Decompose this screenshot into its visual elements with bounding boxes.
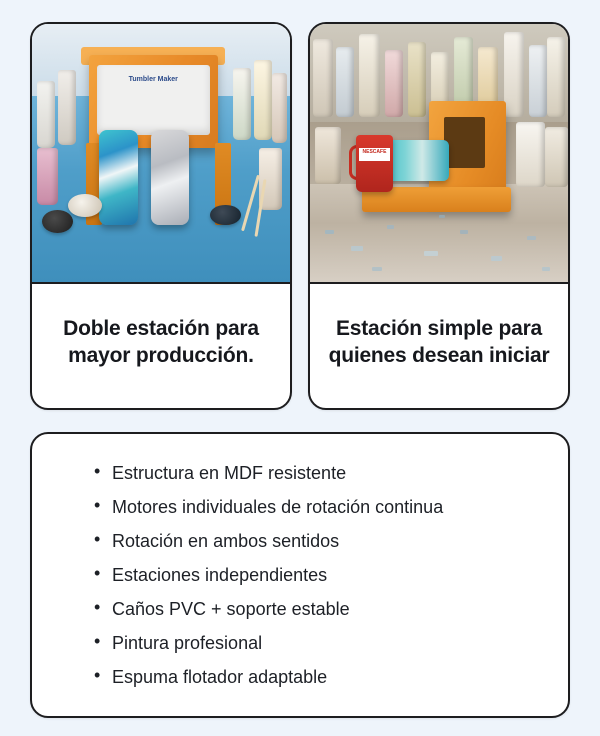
- single-station-photo: [310, 24, 568, 284]
- paint-bottle-icon: [254, 60, 272, 140]
- paint-bottle-icon: [547, 37, 565, 117]
- list-item: • Pintura profesional: [94, 634, 534, 668]
- paint-bottle-icon: [37, 81, 55, 148]
- paint-bottle-icon: [336, 47, 354, 117]
- double-station-photo: [32, 24, 290, 284]
- paint-bottle-icon: [233, 68, 251, 140]
- features-panel: [30, 432, 570, 718]
- paint-bottle-icon: [37, 148, 58, 205]
- debris-speck: [491, 256, 502, 261]
- tumbler-cup-glitter: [151, 130, 190, 225]
- card-caption-text: Doble estación para mayor producción.: [63, 317, 259, 367]
- paint-bottle-icon: [58, 70, 76, 145]
- paint-bottle-icon: [408, 42, 426, 117]
- tumbler-cup-teal: [99, 130, 138, 225]
- debris-speck: [351, 246, 363, 251]
- paint-bottle-icon: [385, 50, 403, 117]
- glitter-pot-icon: [42, 210, 73, 233]
- features-list: [66, 464, 534, 686]
- product-cards-row: [30, 22, 570, 410]
- list-item: • Rotación en ambos sentidos: [94, 532, 534, 566]
- brand-logo: Tumbler Maker: [128, 75, 178, 83]
- paint-bottle-icon: [545, 127, 568, 186]
- card-caption: [32, 284, 290, 408]
- paint-bottle-icon: [516, 122, 544, 187]
- debris-speck: [527, 236, 536, 240]
- list-item: • Motores individuales de rotación continua: [94, 498, 534, 532]
- list-item: • Estructura en MDF resistente: [94, 464, 534, 498]
- paint-bottle-icon: [272, 73, 287, 143]
- product-card-double-station[interactable]: [30, 22, 292, 410]
- red-mug: [356, 135, 392, 192]
- machine-opening: [444, 117, 485, 169]
- debris-speck: [460, 230, 468, 234]
- debris-speck: [387, 225, 394, 229]
- paint-bottle-icon: [359, 34, 380, 117]
- product-card-single-station[interactable]: [308, 22, 570, 410]
- glitter-pot-icon: [210, 205, 241, 226]
- list-item: • Caños PVC + soporte estable: [94, 600, 534, 634]
- debris-speck: [372, 267, 382, 271]
- paint-bottle-icon: [529, 45, 547, 117]
- debris-speck: [542, 267, 550, 271]
- debris-speck: [325, 230, 334, 234]
- card-caption: [310, 284, 568, 408]
- paint-bottle-icon: [504, 32, 525, 117]
- card-caption-text: Estación simple para quienes desean iniciar: [328, 317, 550, 367]
- mug-label: NESCAFE: [359, 148, 390, 161]
- debris-speck: [424, 251, 438, 256]
- paint-bottle-icon: [315, 127, 341, 184]
- debris-speck: [439, 215, 445, 218]
- list-item: • Espuma flotador adaptable: [94, 668, 534, 686]
- list-item: • Estaciones independientes: [94, 566, 534, 600]
- paint-bottle-icon: [313, 39, 334, 116]
